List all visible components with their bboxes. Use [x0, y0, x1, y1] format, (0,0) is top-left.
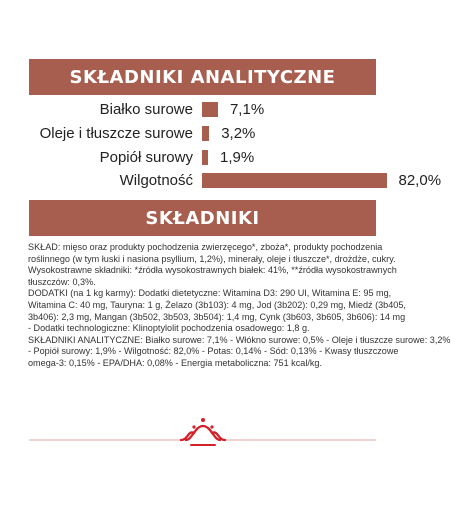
nutrient-label: Popiół surowy [99, 149, 193, 166]
ingredients-line: DODATKI (na 1 kg karmy): Dodatki dietetyczne: Witamina D3: 290 UI, Witamina E: 95 mg, [28, 288, 392, 299]
nutrient-label: Oleje i tłuszcze surowe [39, 125, 193, 142]
nutrient-bar [202, 126, 209, 141]
nutrient-bar [202, 173, 387, 188]
ingredients-line: SKŁADNIKI ANALITYCZNE: Białko surowe: 7,1% - Włókno surowe: 0,5% - Oleje i tłuszcze surowe: 3,2% [28, 334, 451, 345]
nutrient-row [0, 123, 405, 145]
nutrient-row [0, 99, 405, 121]
analytical-constituents-banner [29, 59, 376, 95]
nutrient-row [0, 147, 405, 169]
ingredients-line: tłuszczów: 0,3%. [28, 276, 96, 287]
ingredients-line: 3b406): 2,3 mg, Mangan (3b502, 3b503, 3b504): 1,4 mg, Cynk (3b603, 3b605, 3b606): 14 mg [28, 311, 406, 322]
nutrient-value: 82,0% [398, 172, 442, 189]
ingredients-title: SKŁADNIKI [145, 207, 260, 229]
ingredients-line: - Popiół surowy: 1,9% - Wilgotność: 82,0% - Potas: 0,14% - Sód: 0,13% - Kwasy tłuszczowe [28, 346, 399, 357]
nutrient-value: 1,9% [220, 149, 255, 166]
nutrient-bar [202, 150, 208, 165]
ingredients-line: omega-3: 0,15% - EPA/DHA: 0,08% - Energia metaboliczna: 751 kcal/kg. [28, 357, 323, 368]
nutrient-bar [202, 102, 218, 117]
nutrient-row [0, 170, 442, 192]
crown-icon [181, 418, 225, 445]
ingredients-line: SKŁAD: mięso oraz produkty pochodzenia zwierzęcego*, zboża*, produkty pochodzenia [28, 242, 383, 252]
nutrient-label: Białko surowe [99, 101, 193, 118]
ingredients-text [28, 242, 451, 370]
ingredients-banner [29, 200, 376, 236]
ingredients-line: Wysokostrawne składniki: *źródła wysokostrawnych białek: 41%, **źródła wysokostrawnych [28, 265, 397, 276]
nutrient-value: 7,1% [229, 101, 265, 118]
nutrient-value: 3,2% [221, 125, 256, 142]
ingredients-line: roślinnego (w tym łuski i nasiona psyllium, 1,2%), minerały, oleje i tłuszcze*, drożdże, cukry. [28, 253, 396, 264]
ingredients-line: Witamina C: 40 mg, Tauryna: 1 g, Żelazo (3b103): 4 mg, Jod (3b202): 0,29 mg, Miedź (3b405, [28, 299, 406, 310]
ingredients-line: - Dodatki technologiczne: Klinoptylolit pochodzenia osadowego: 1,8 g. [28, 323, 310, 334]
royal-canin-logo [0, 414, 405, 450]
analytical-constituents-title: SKŁADNIKI ANALITYCZNE [69, 66, 336, 88]
nutrient-label: Wilgotność [119, 172, 193, 189]
